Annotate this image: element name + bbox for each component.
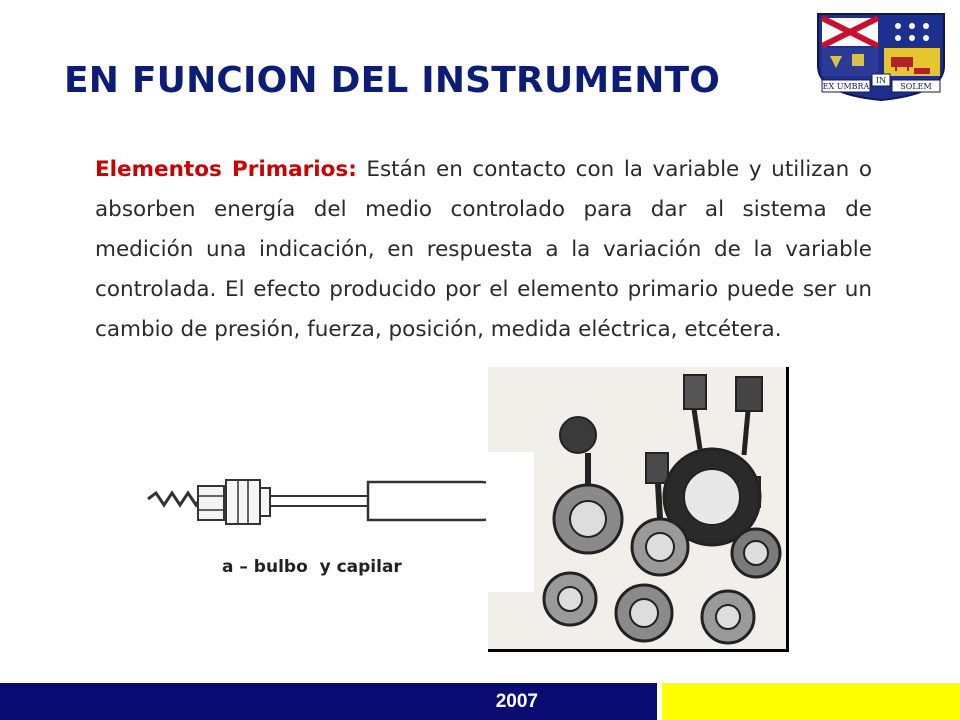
crest-motto-center: IN [875, 76, 887, 85]
body-paragraph [95, 150, 872, 350]
crest-motto-left: EX UMBRA [822, 82, 870, 91]
footer-accent-bar [662, 683, 960, 720]
footer-bar [0, 683, 657, 720]
crest-motto-right: SOLEM [900, 82, 932, 91]
body-lead-term: Elementos Primarios: [95, 157, 357, 182]
photo-white-inset [486, 452, 534, 592]
body-description: Están en contacto con la variable y utilizan o absorben energía del medio controlado para dar al sistema de medición una indicación, en respuesta a la variación de la variable controlada. El efecto producido por el elemento primario puede ser un cambio de presión, fuerza, posición, medida eléctrica, etcétera. [95, 157, 872, 342]
university-crest-logo [808, 8, 954, 104]
bulb-caption: a – bulbo y capilar [222, 557, 402, 577]
slide-title: EN FUNCION DEL INSTRUMENTO [64, 60, 721, 101]
footer-year: 2007 [495, 690, 538, 712]
